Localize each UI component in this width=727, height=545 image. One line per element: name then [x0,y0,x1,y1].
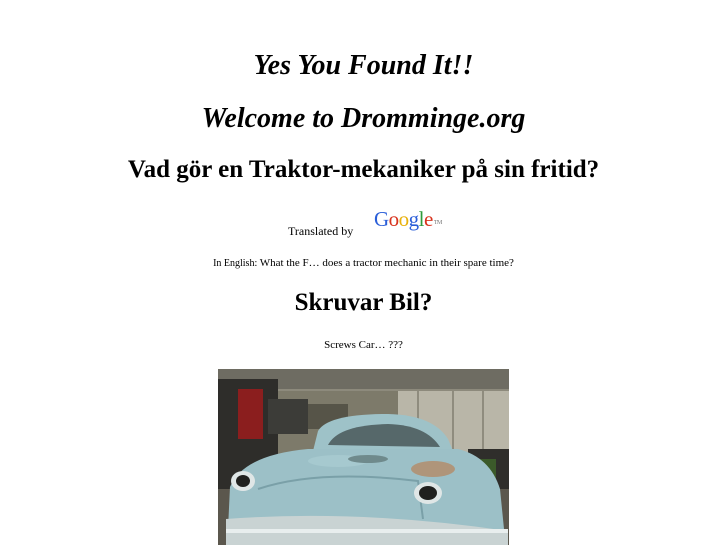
google-logo-letter: g [408,207,419,231]
question-heading: Vad gör en Traktor-mekaniker på sin fritid? [127,156,600,183]
car-photo [218,369,509,545]
english-translation-line [0,256,727,271]
welcome-heading: Welcome to Dromminge.org [201,103,526,134]
english-text: What the F… does a tractor mechanic in their spare time? [257,257,514,269]
translated-by-label: Translated by [288,224,354,238]
google-logo-letter: o [398,207,409,231]
google-logo-trademark: TM [433,220,442,226]
car-photo-image [218,369,509,545]
google-logo-letter: G [374,207,389,231]
english-prefix: In English: [213,258,258,269]
google-logo-letter: e [424,207,433,231]
google-logo-letter: o [388,207,399,231]
skruvar-heading: Skruvar Bil? [294,289,433,316]
screws-caption: Screws Car… ??? [324,339,403,351]
google-logo[interactable] [374,206,441,232]
google-logo-letter: l [418,207,425,231]
found-heading: Yes You Found It!! [253,50,474,81]
translated-by-row [0,204,727,240]
